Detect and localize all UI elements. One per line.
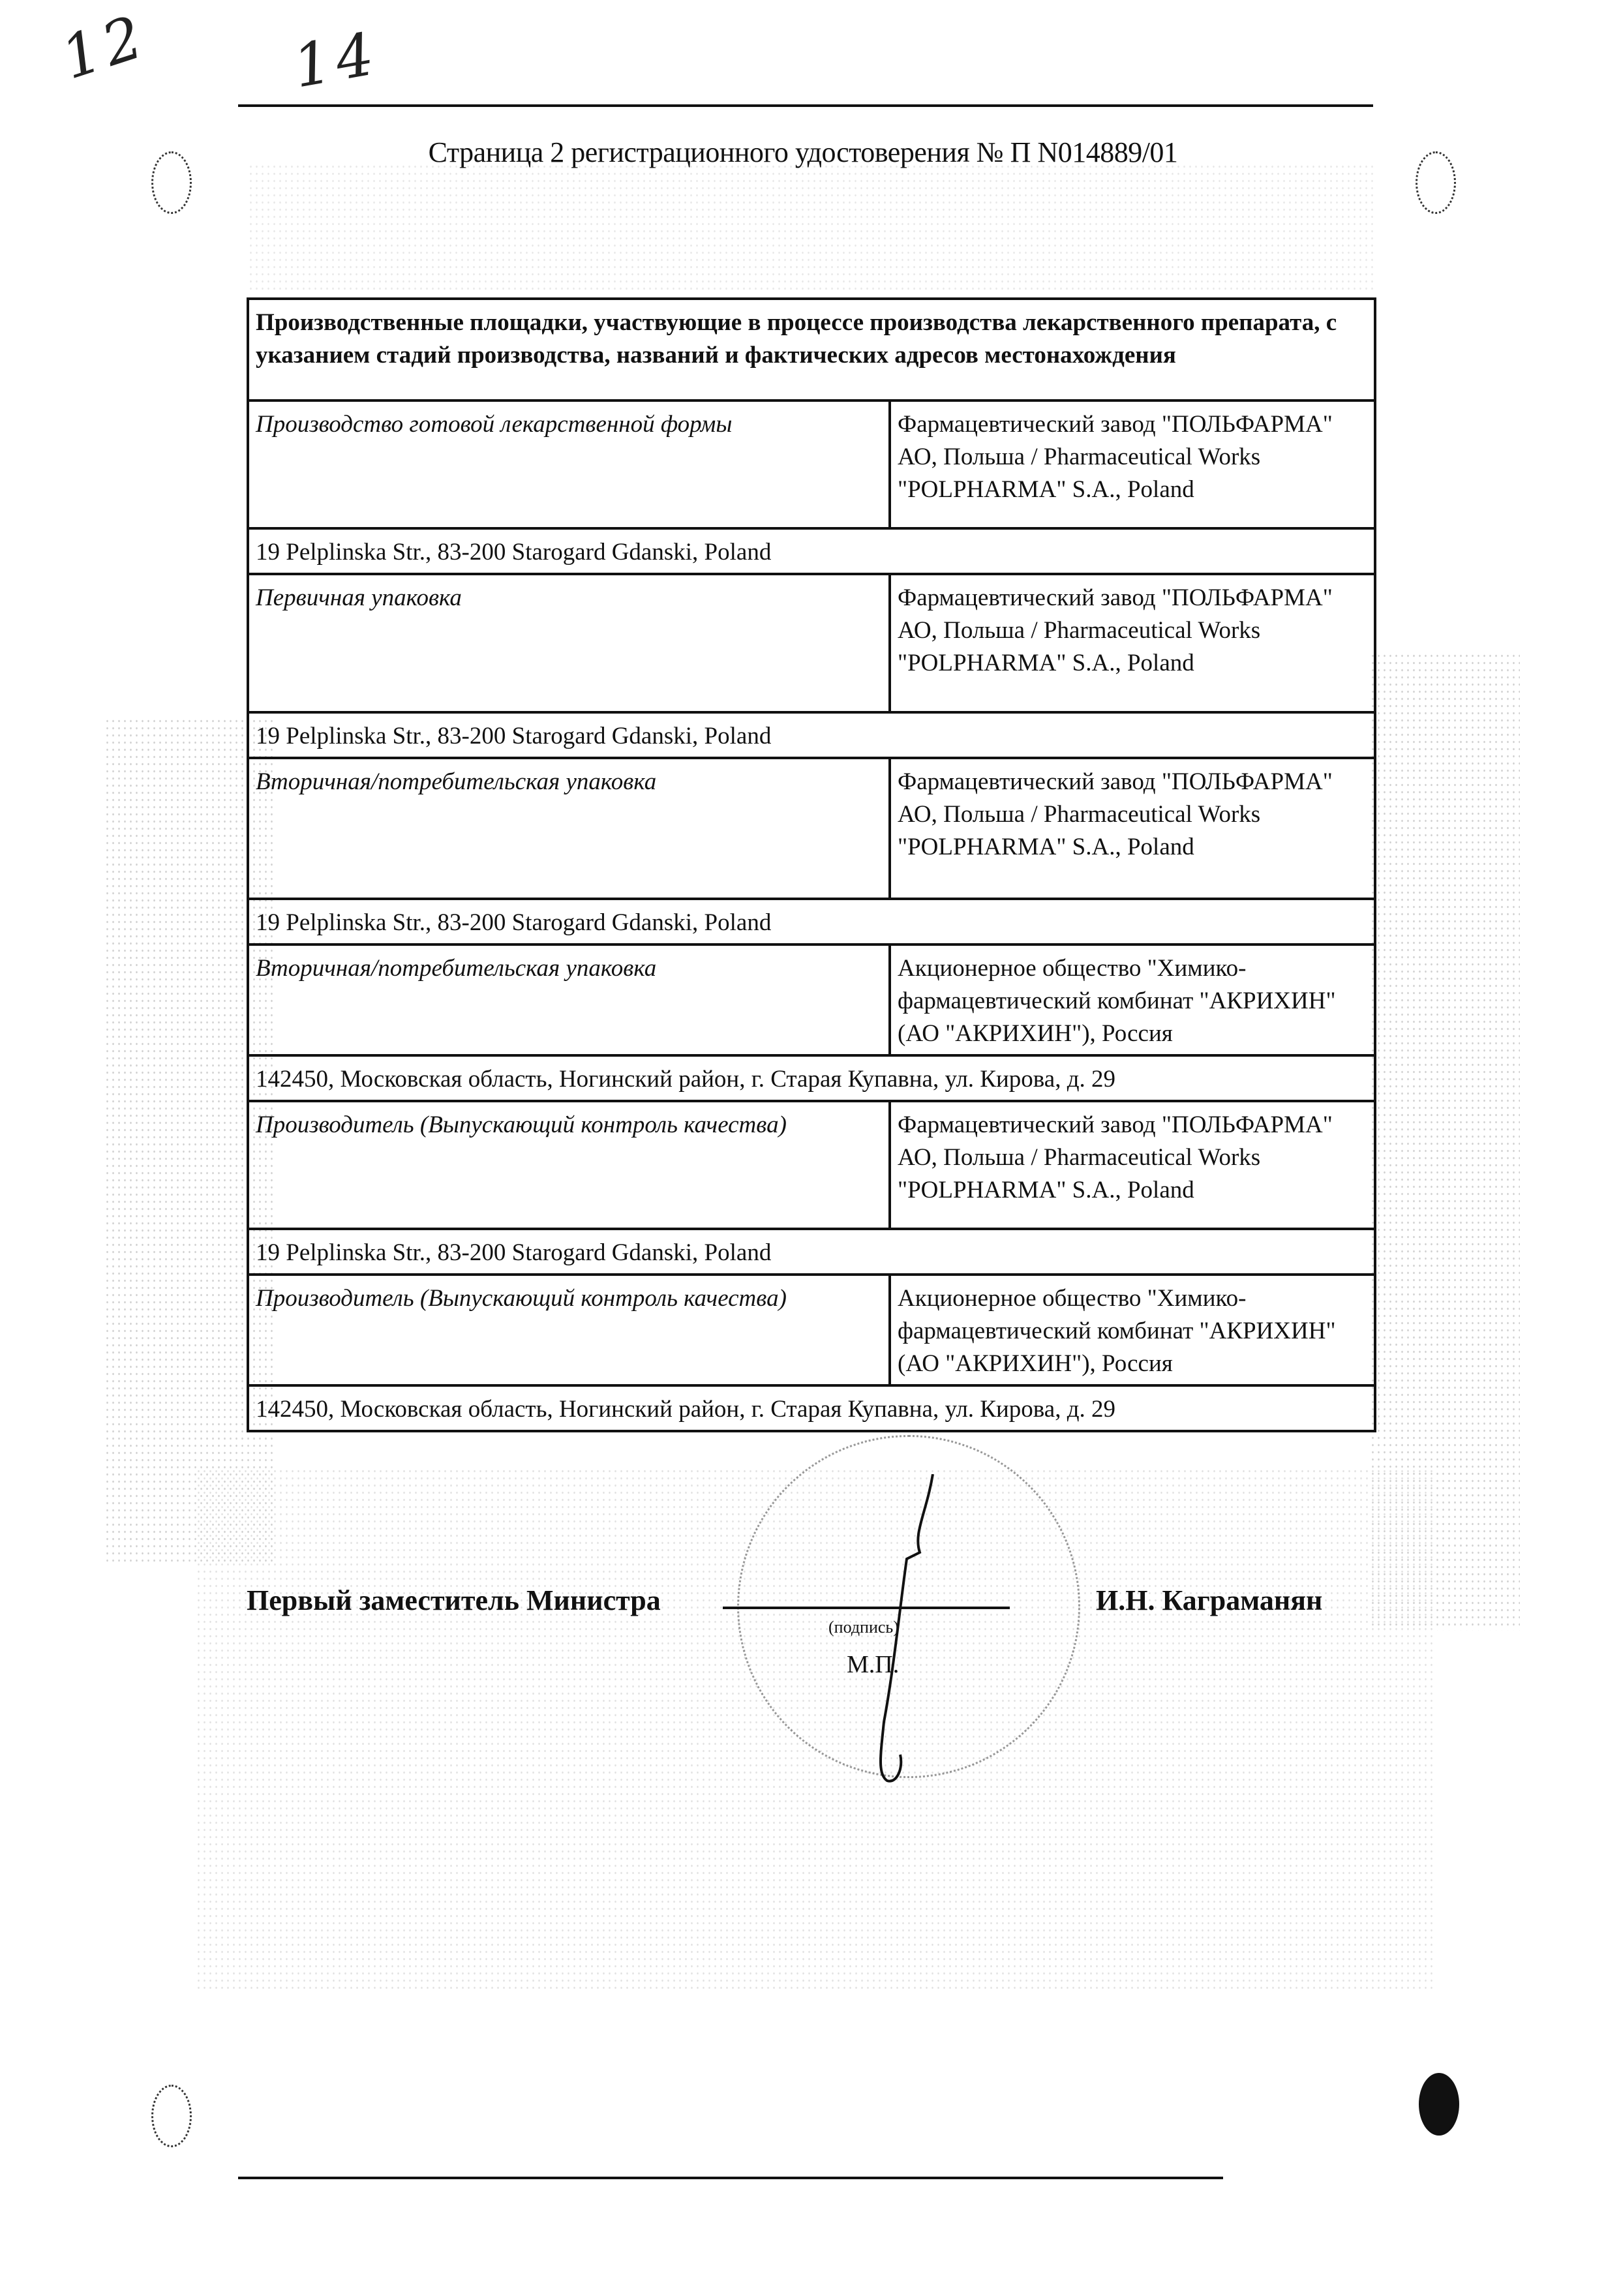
address-cell: 19 Pelplinska Str., 83-200 Starogard Gdanski, Poland bbox=[248, 528, 1375, 574]
address-row bbox=[248, 528, 1375, 574]
top-rule bbox=[238, 104, 1373, 107]
page-title: Страница 2 регистрационного удостоверения № П N014889/01 bbox=[428, 136, 1178, 168]
signatory-position: Первый заместитель Министра bbox=[247, 1584, 661, 1616]
address-cell: 19 Pelplinska Str., 83-200 Starogard Gdanski, Poland bbox=[248, 712, 1375, 758]
address-row bbox=[248, 899, 1375, 944]
handwritten-page-mark-right: 14 bbox=[288, 19, 384, 102]
stage-cell: Производитель (Выпускающий контроль качества) bbox=[248, 1101, 890, 1229]
table-row bbox=[248, 400, 1375, 528]
company-cell: Фармацевтический завод "ПОЛЬФАРМА" АО, Польша / Pharmaceutical Works "POLPHARMA" S.A., Poland bbox=[890, 574, 1375, 712]
stage-cell: Производство готовой лекарственной формы bbox=[248, 400, 890, 528]
stage-cell: Вторичная/потребительская упаковка bbox=[248, 944, 890, 1055]
company-cell: Акционерное общество "Химико-фармацевтический комбинат "АКРИХИН" (АО "АКРИХИН"), Россия bbox=[890, 944, 1375, 1055]
address-cell: 19 Pelplinska Str., 83-200 Starogard Gdanski, Poland bbox=[248, 899, 1375, 944]
table-row bbox=[248, 944, 1375, 1055]
table-row bbox=[248, 758, 1375, 899]
company-cell: Акционерное общество "Химико-фармацевтический комбинат "АКРИХИН" (АО "АКРИХИН"), Россия bbox=[890, 1275, 1375, 1385]
stage-cell: Вторичная/потребительская упаковка bbox=[248, 758, 890, 899]
stage-cell: Производитель (Выпускающий контроль качества) bbox=[248, 1275, 890, 1385]
stamp-place-mark: М.П. bbox=[847, 1651, 900, 1678]
table-row bbox=[248, 1275, 1375, 1385]
company-cell: Фармацевтический завод "ПОЛЬФАРМА" АО, Польша / Pharmaceutical Works "POLPHARMA" S.A., Poland bbox=[890, 758, 1375, 899]
address-row bbox=[248, 1229, 1375, 1275]
address-row bbox=[248, 1385, 1375, 1431]
table-row bbox=[248, 574, 1375, 712]
signature-caption: (подпись) bbox=[828, 1618, 899, 1637]
company-cell: Фармацевтический завод "ПОЛЬФАРМА" АО, Польша / Pharmaceutical Works "POLPHARMA" S.A., Poland bbox=[890, 400, 1375, 528]
table-row bbox=[248, 1101, 1375, 1229]
address-cell: 142450, Московская область, Ногинский район, г. Старая Купавна, ул. Кирова, д. 29 bbox=[248, 1055, 1375, 1101]
production-sites-table bbox=[247, 297, 1376, 1432]
address-cell: 142450, Московская область, Ногинский район, г. Старая Купавна, ул. Кирова, д. 29 bbox=[248, 1385, 1375, 1431]
signatory-name: И.Н. Каграманян bbox=[1096, 1584, 1323, 1616]
table-header-row bbox=[248, 299, 1375, 400]
address-row bbox=[248, 712, 1375, 758]
handwritten-page-mark-left: 12 bbox=[53, 1, 156, 93]
bottom-rule bbox=[238, 2177, 1223, 2179]
table-header: Производственные площадки, участвующие в процессе производства лекарственного препарата, с указанием стадий производства, названий и фактических адресов местонахождения bbox=[248, 299, 1375, 400]
scan-noise-header bbox=[248, 163, 1376, 294]
binding-hole-bottom-right bbox=[1419, 2073, 1459, 2136]
company-cell: Фармацевтический завод "ПОЛЬФАРМА" АО, Польша / Pharmaceutical Works "POLPHARMA" S.A., Poland bbox=[890, 1101, 1375, 1229]
stage-cell: Первичная упаковка bbox=[248, 574, 890, 712]
signature-line bbox=[723, 1607, 1010, 1609]
binding-hole-bottom-left bbox=[151, 2085, 192, 2147]
address-cell: 19 Pelplinska Str., 83-200 Starogard Gdanski, Poland bbox=[248, 1229, 1375, 1275]
address-row bbox=[248, 1055, 1375, 1101]
